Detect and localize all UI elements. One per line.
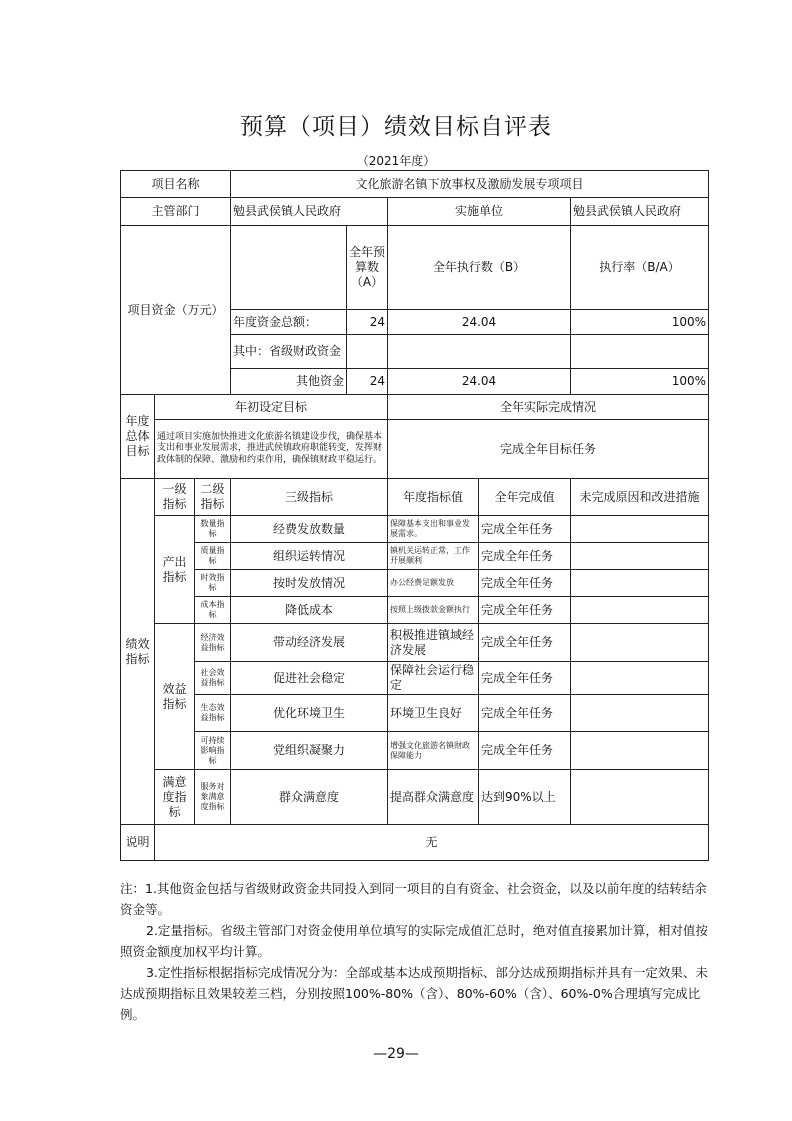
header-level1: 一级指标 <box>155 479 195 516</box>
target-ecological: 环境卫生良好 <box>388 695 479 732</box>
target-social: 保障社会运行稳定 <box>388 662 479 695</box>
funds-other-b: 24.04 <box>388 369 571 395</box>
actual-fund-amount: 完成全年任务 <box>479 516 571 543</box>
reason-fund-amount <box>571 516 709 543</box>
level3-on-time: 按时发放情况 <box>231 570 388 597</box>
goals-actual-header: 全年实际完成情况 <box>388 395 709 420</box>
actual-social: 完成全年任务 <box>479 662 571 695</box>
level2-sustainable: 可持续影响指标 <box>195 732 231 770</box>
level3-economic: 带动经济发展 <box>231 624 388 662</box>
category-benefit: 效益指标 <box>155 624 195 770</box>
actual-sustainable: 完成全年任务 <box>479 732 571 770</box>
page-title: 预算（项目）绩效目标自评表 <box>240 114 552 140</box>
category-output: 产出指标 <box>155 516 195 624</box>
level2-social: 社会效益指标 <box>195 662 231 695</box>
funds-prov-rate <box>571 335 709 369</box>
reason-ecological <box>571 695 709 732</box>
level2-quality: 质量指标 <box>195 543 231 570</box>
target-satisfaction: 提高群众满意度 <box>388 770 479 825</box>
footnote-3: 3.定性指标根据指标完成情况分为：全部或基本达成预期指标、部分达成预期指标并具有一定效果、未达成预期指标且效果较差三档，分别按照100%-80%（含）、80%-60%（含）、60%-0%合理填写完成比例。 <box>120 965 708 1022</box>
goals-initial-text: 通过项目实施加快推进文化旅游名镇建设步伐，确保基本支出和事业发展需求，推进武侯镇政府职能转变，发挥财政体制的保障、激励和约束作用，确保镇财政平稳运行。 <box>155 420 388 479</box>
funds-blank-cell <box>231 226 347 310</box>
funds-col-rate: 执行率（B/A） <box>571 226 709 310</box>
reason-cost <box>571 597 709 624</box>
goals-label: 年度总体目标 <box>121 395 155 479</box>
fiscal-year: （2021年度） <box>356 154 436 168</box>
target-operation: 镇机关运转正常，工作开展顺利 <box>388 543 479 570</box>
actual-satisfaction: 达到90%以上 <box>479 770 571 825</box>
funds-label: 项目资金（万元） <box>121 226 231 395</box>
level2-cost: 成本指标 <box>195 597 231 624</box>
remark-label: 说明 <box>121 825 155 861</box>
level3-cost: 降低成本 <box>231 597 388 624</box>
category-satisfaction: 满意度指标 <box>155 770 195 825</box>
actual-cost: 完成全年任务 <box>479 597 571 624</box>
reason-economic <box>571 624 709 662</box>
header-actual: 全年完成值 <box>479 479 571 516</box>
actual-operation: 完成全年任务 <box>479 543 571 570</box>
goals-initial-header: 年初设定目标 <box>155 395 388 420</box>
funds-prov-label: 其中：省级财政资金 <box>231 335 347 369</box>
header-reason: 未完成原因和改进措施 <box>571 479 709 516</box>
funds-col-b: 全年执行数（B） <box>388 226 571 310</box>
level2-satisfaction: 服务对象满意度指标 <box>195 770 231 825</box>
level2-timeliness: 时效指标 <box>195 570 231 597</box>
target-cost: 按照上级拨款金额执行 <box>388 597 479 624</box>
funds-prov-a <box>347 335 388 369</box>
level3-fund-amount: 经费发放数量 <box>231 516 388 543</box>
header-level2: 二级指标 <box>195 479 231 516</box>
dept-label: 主管部门 <box>121 198 231 226</box>
level3-sustainable: 党组织凝聚力 <box>231 732 388 770</box>
level3-satisfaction: 群众满意度 <box>231 770 388 825</box>
target-sustainable: 增强文化旅游名镇财政保障能力 <box>388 732 479 770</box>
funds-other-rate: 100% <box>571 369 709 395</box>
goals-actual-text: 完成全年目标任务 <box>388 420 709 479</box>
remark-value: 无 <box>155 825 709 861</box>
evaluation-table <box>120 170 709 861</box>
funds-total-label: 年度资金总额： <box>231 310 347 335</box>
footnotes <box>120 878 710 1025</box>
actual-ecological: 完成全年任务 <box>479 695 571 732</box>
dept-value: 勉县武侯镇人民政府 <box>231 198 388 226</box>
unit-value: 勉县武侯镇人民政府 <box>571 198 709 226</box>
level3-ecological: 优化环境卫生 <box>231 695 388 732</box>
page-number: —29— <box>373 1046 419 1062</box>
actual-on-time: 完成全年任务 <box>479 570 571 597</box>
funds-total-a: 24 <box>347 310 388 335</box>
footnote-2: 2.定量指标。省级主管部门对资金使用单位填写的实际完成值汇总时，绝对值直接累加计算，相对值按照资金额度加权平均计算。 <box>120 923 708 959</box>
target-economic: 积极推进镇域经济发展 <box>388 624 479 662</box>
funds-other-label: 其他资金 <box>231 369 347 395</box>
footnote-1: 注：1.其他资金包括与省级财政资金共同投入到同一项目的自有资金、社会资金，以及以前年度的结转结余资金等。 <box>120 881 707 917</box>
target-fund-amount: 保障基本支出和事业发展需求。 <box>388 516 479 543</box>
indicators-label: 绩效指标 <box>121 479 155 825</box>
funds-prov-b <box>388 335 571 369</box>
level2-ecological: 生态效益指标 <box>195 695 231 732</box>
level2-economic: 经济效益指标 <box>195 624 231 662</box>
header-target: 年度指标值 <box>388 479 479 516</box>
reason-satisfaction <box>571 770 709 825</box>
reason-social <box>571 662 709 695</box>
funds-total-rate: 100% <box>571 310 709 335</box>
level3-operation: 组织运转情况 <box>231 543 388 570</box>
level2-quantity: 数量指标 <box>195 516 231 543</box>
funds-total-b: 24.04 <box>388 310 571 335</box>
unit-label: 实施单位 <box>388 198 571 226</box>
reason-sustainable <box>571 732 709 770</box>
funds-col-a: 全年预算数（A） <box>347 226 388 310</box>
project-name-label: 项目名称 <box>121 171 231 198</box>
funds-other-a: 24 <box>347 369 388 395</box>
target-on-time: 办公经费足额发放 <box>388 570 479 597</box>
level3-social: 促进社会稳定 <box>231 662 388 695</box>
reason-operation <box>571 543 709 570</box>
header-level3: 三级指标 <box>231 479 388 516</box>
reason-on-time <box>571 570 709 597</box>
project-name-value: 文化旅游名镇下放事权及激励发展专项项目 <box>231 171 709 198</box>
actual-economic: 完成全年任务 <box>479 624 571 662</box>
